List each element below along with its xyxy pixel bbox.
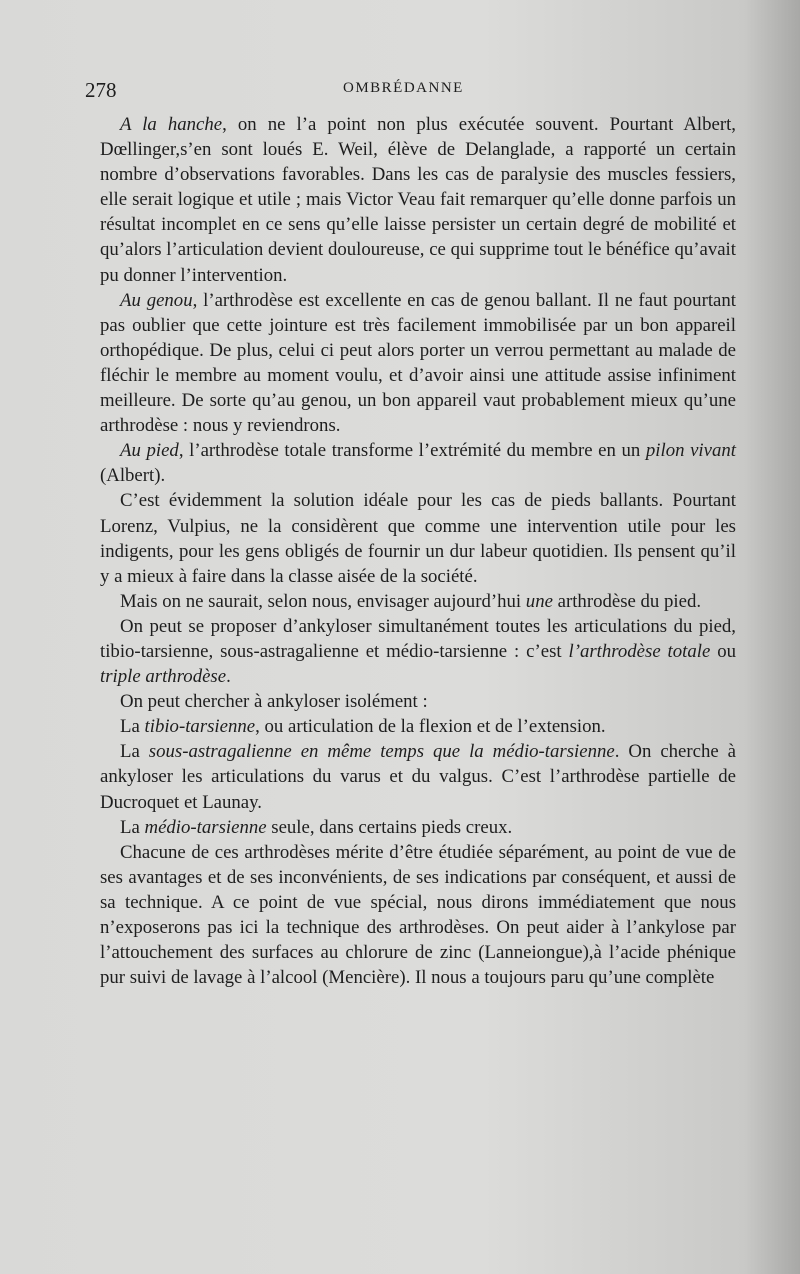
paragraph: La tibio-tarsienne, ou articulation de la flexion et de l’extension. xyxy=(120,716,606,738)
paragraph: Au pied, l’arthrodèse totale transforme l’extrémité du membre en un pilon vivant (Albert). xyxy=(100,440,736,487)
paragraph: Chacune de ces arthrodèses mérite d’être étudiée séparément, au point de vue de ses avantages et de ses inconvénients, de ses indications par conséquent, et aussi de sa technique. A ce point de vue spécial, nous dirons immédiatement que nous n’exposerons pas ici la technique des arthrodèses. On peut aider à l’ankylose par l’attouchement des surfaces au chlorure de zinc (Lanneiongue),à l’acide phénique pur suivi de lavage à l’alcool (Mencière). Il nous a toujours paru qu’une complète xyxy=(100,841,736,989)
paragraph: A la hanche, on ne l’a point non plus exécutée souvent. Pourtant Albert, Dœllinger,s’en sont loués E. Weil, élève de Delanglade, a rapporté un certain nombre d’observations favorables. Dans les cas de paralysie des muscles fessiers, elle serait logique et utile ; mais Victor Veau fait remarquer qu’elle donne parfois un résultat incomplet en ce sens qu’elle laisse persister un certain degré de mobilité et qu’alors l’articulation devient douloureuse, ce qui supprime tout le bénéfice qu’avait pu donner l’intervention. xyxy=(100,114,736,286)
page-number: 278 xyxy=(85,78,117,102)
running-head: OMBRÉDANNE xyxy=(343,80,464,96)
paragraph: La sous-astragalienne en même temps que la médio-tarsienne. On cherche à ankyloser les articulations du varus et du valgus. C’est l’arthrodèse partielle de Ducroquet et Launay. xyxy=(100,741,737,813)
paragraph: Au genou, l’arthrodèse est excellente en cas de genou ballant. Il ne faut pourtant pas oublier que cette jointure est très facilement immobilisée par un bon appareil orthopédique. De plus, celui ci peut alors porter un verrou permettant au malade de fléchir le membre au moment voulu, et d’avoir ainsi une attitude assise infiniment meilleure. De sorte qu’au genou, un bon appareil vaut probablement mieux qu’une arthrodèse : nous y reviendrons. xyxy=(100,289,736,437)
paragraph: On peut se proposer d’ankyloser simultanément toutes les articulations du pied, tibio-tarsienne, sous-astragalienne et médio-tarsienne : c’est l’arthrodèse totale ou triple arthrodèse. xyxy=(100,615,737,688)
paragraph: C’est évidemment la solution idéale pour les cas de pieds ballants. Pourtant Lorenz, Vulpius, ne la considèrent que comme une intervention utile pour les indigents, pour les gens obligés de fournir un dur labeur quotidien. Ils pensent qu’il y a mieux à faire dans la classe aisée de la société. xyxy=(100,490,736,587)
paragraph: La médio-tarsienne seule, dans certains pieds creux. xyxy=(120,816,513,838)
page-header xyxy=(85,78,775,106)
paragraph: On peut chercher à ankyloser isolément : xyxy=(120,691,428,713)
body-text xyxy=(100,112,736,990)
paragraph: Mais on ne saurait, selon nous, envisager aujourd’hui une arthrodèse du pied. xyxy=(120,590,702,612)
